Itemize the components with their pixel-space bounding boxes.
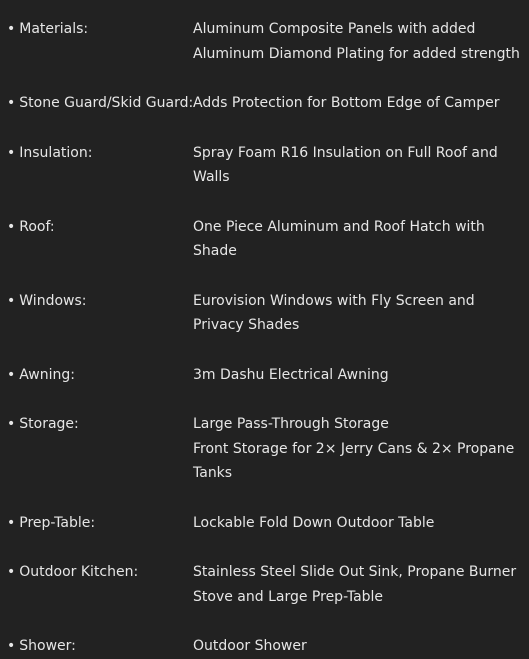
spec-row-shower	[0, 634, 529, 659]
spec-row-insulation	[0, 141, 529, 190]
bullet-icon: •	[7, 292, 16, 309]
spec-value: Adds Protection for Bottom Edge of Camper	[193, 95, 500, 111]
spec-value: Stainless Steel Slide Out Sink, Propane Burner Stove and Large Prep-Table	[193, 564, 517, 605]
spec-label-text: Windows:	[19, 292, 87, 309]
spec-row-windows	[0, 289, 529, 338]
bullet-icon: •	[7, 638, 16, 654]
spec-label	[0, 91, 193, 116]
spec-label	[0, 141, 193, 166]
bullet-icon: •	[7, 564, 16, 580]
bullet-icon: •	[7, 21, 16, 37]
spec-row-materials	[0, 17, 529, 66]
spec-value: 3m Dashu Electrical Awning	[193, 366, 389, 383]
spec-value-line: Large Pass-Through Storage	[193, 416, 389, 432]
spec-value: Eurovision Windows with Fly Screen and Privacy Shades	[193, 292, 475, 333]
spec-label	[0, 560, 193, 585]
spec-label-text: Materials:	[19, 21, 89, 37]
bullet-icon: •	[7, 218, 16, 235]
spec-value: Spray Foam R16 Insulation on Full Roof and Walls	[193, 144, 498, 185]
spec-label	[0, 363, 193, 388]
spec-label	[0, 511, 193, 536]
spec-row-prep-table	[0, 511, 529, 536]
spec-label-text: Roof:	[19, 218, 55, 235]
spec-row-awning	[0, 363, 529, 388]
spec-label	[0, 215, 193, 240]
spec-row-roof	[0, 215, 529, 264]
spec-row-storage	[0, 412, 529, 486]
bullet-icon: •	[7, 366, 16, 383]
spec-label	[0, 634, 193, 659]
bullet-icon: •	[7, 95, 16, 111]
spec-value: One Piece Aluminum and Roof Hatch with Shade	[193, 218, 485, 259]
spec-label-text: Storage:	[19, 416, 79, 432]
spec-value-line: Front Storage for 2× Jerry Cans & 2× Propane Tanks	[193, 440, 515, 481]
bullet-icon: •	[7, 144, 16, 161]
bullet-icon: •	[7, 416, 16, 432]
spec-row-outdoor-kitchen	[0, 560, 529, 609]
spec-value: Aluminum Composite Panels with added Aluminum Diamond Plating for added strength	[193, 21, 520, 62]
spec-label	[0, 412, 193, 437]
spec-value: Lockable Fold Down Outdoor Table	[193, 514, 435, 531]
spec-label-text: Prep-Table:	[19, 514, 96, 531]
spec-label-text: Outdoor Kitchen:	[19, 564, 139, 580]
spec-row-stone-guard	[0, 91, 529, 116]
spec-value: Outdoor Shower	[193, 638, 307, 654]
spec-label-text: Insulation:	[19, 144, 93, 161]
spec-label	[0, 289, 193, 314]
spec-label	[0, 17, 193, 42]
spec-label-text: Awning:	[19, 366, 75, 383]
spec-label-text: Shower:	[19, 638, 76, 654]
bullet-icon: •	[7, 514, 16, 531]
spec-value	[193, 412, 529, 486]
spec-label-text: Stone Guard/Skid Guard:	[19, 95, 194, 111]
